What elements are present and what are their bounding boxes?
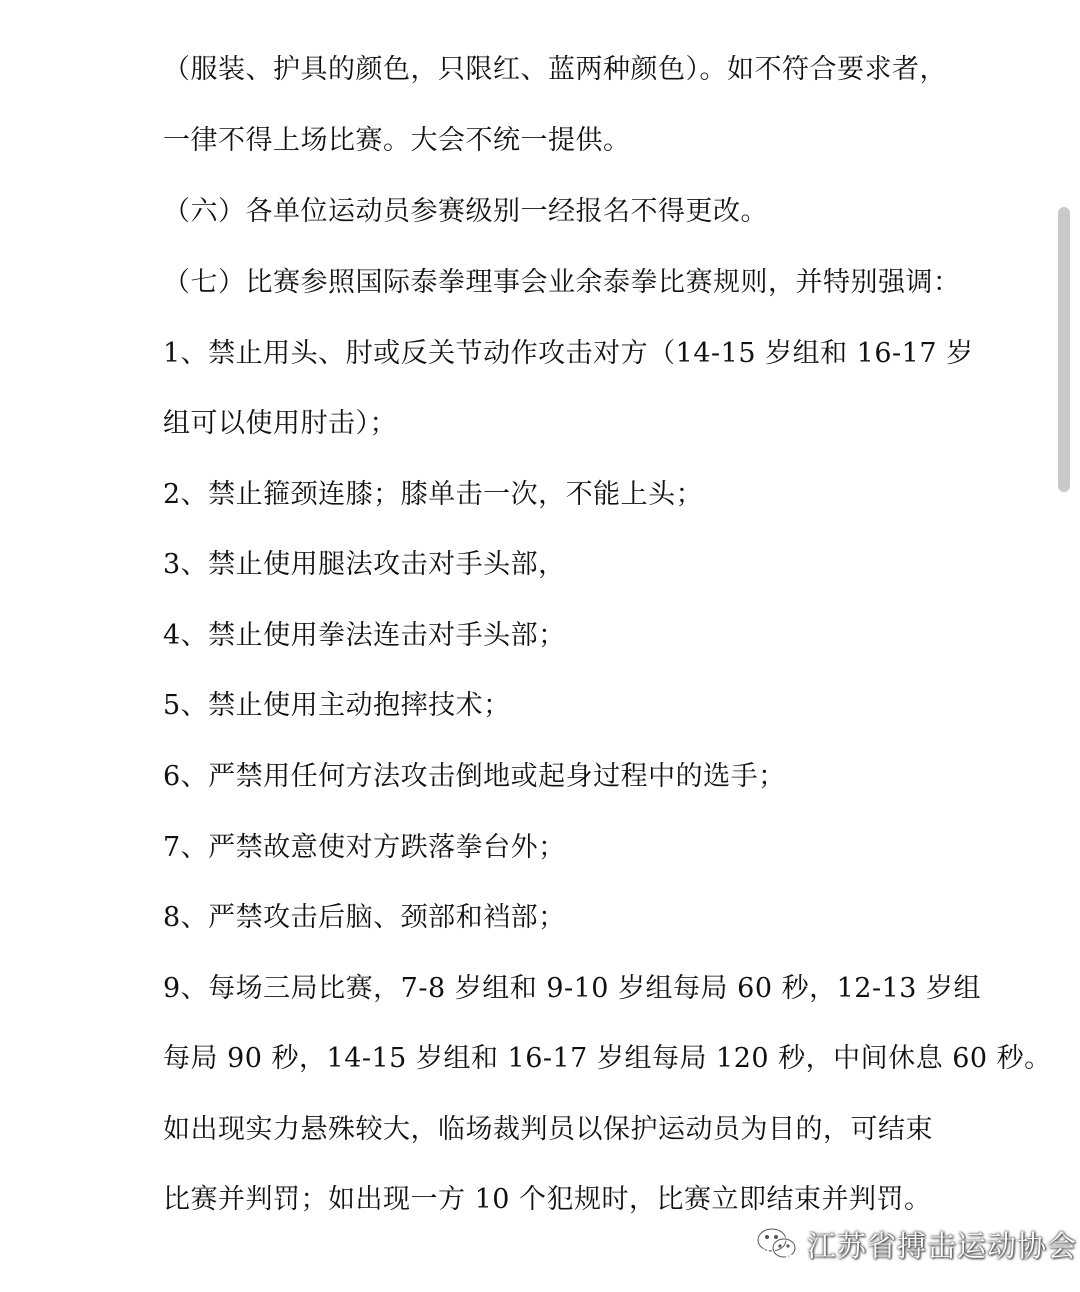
text-line: 1、禁止用头、肘或反关节动作攻击对方（14-15 岁组和 16-17 岁 bbox=[163, 338, 974, 369]
text-line: 3、禁止使用腿法攻击对手头部， bbox=[163, 549, 566, 580]
text-line: 5、禁止使用主动抱摔技术； bbox=[163, 690, 511, 721]
text-line: （服装、护具的颜色，只限红、蓝两种颜色）。如不符合要求者， bbox=[163, 54, 947, 85]
text-line: 比赛并判罚；如出现一方 10 个犯规时，比赛立即结束并判罚。 bbox=[163, 1184, 932, 1215]
text-line: 9、每场三局比赛，7-8 岁组和 9-10 岁组每局 60 秒，12-13 岁组 bbox=[163, 973, 982, 1004]
text-line: （六）各单位运动员参赛级别一经报名不得更改。 bbox=[163, 196, 768, 227]
text-line: （七）比赛参照国际泰拳理事会业余泰拳比赛规则，并特别强调： bbox=[163, 267, 961, 298]
text-line: 8、严禁攻击后脑、颈部和裆部； bbox=[163, 902, 566, 933]
text-line: 7、严禁故意使对方跌落拳台外； bbox=[163, 832, 566, 863]
text-line: 4、禁止使用拳法连击对手头部； bbox=[163, 620, 566, 651]
text-line: 每局 90 秒，14-15 岁组和 16-17 岁组每局 120 秒，中间休息 60 秒。 bbox=[163, 1043, 1052, 1074]
wechat-icon bbox=[755, 1224, 799, 1264]
watermark-text: 江苏省搏击运动协会 bbox=[807, 1228, 1078, 1263]
watermark bbox=[755, 1222, 1077, 1266]
text-line: 一律不得上场比赛。大会不统一提供。 bbox=[163, 125, 631, 156]
text-line: 2、禁止箍颈连膝；膝单击一次，不能上头； bbox=[163, 479, 704, 510]
text-line: 组可以使用肘击）； bbox=[163, 408, 397, 439]
text-line: 6、严禁用任何方法攻击倒地或起身过程中的选手； bbox=[163, 761, 786, 792]
scrollbar-thumb[interactable] bbox=[1058, 207, 1070, 492]
text-line: 如出现实力悬殊较大，临场裁判员以保护运动员为目的，可结束 bbox=[163, 1114, 933, 1145]
